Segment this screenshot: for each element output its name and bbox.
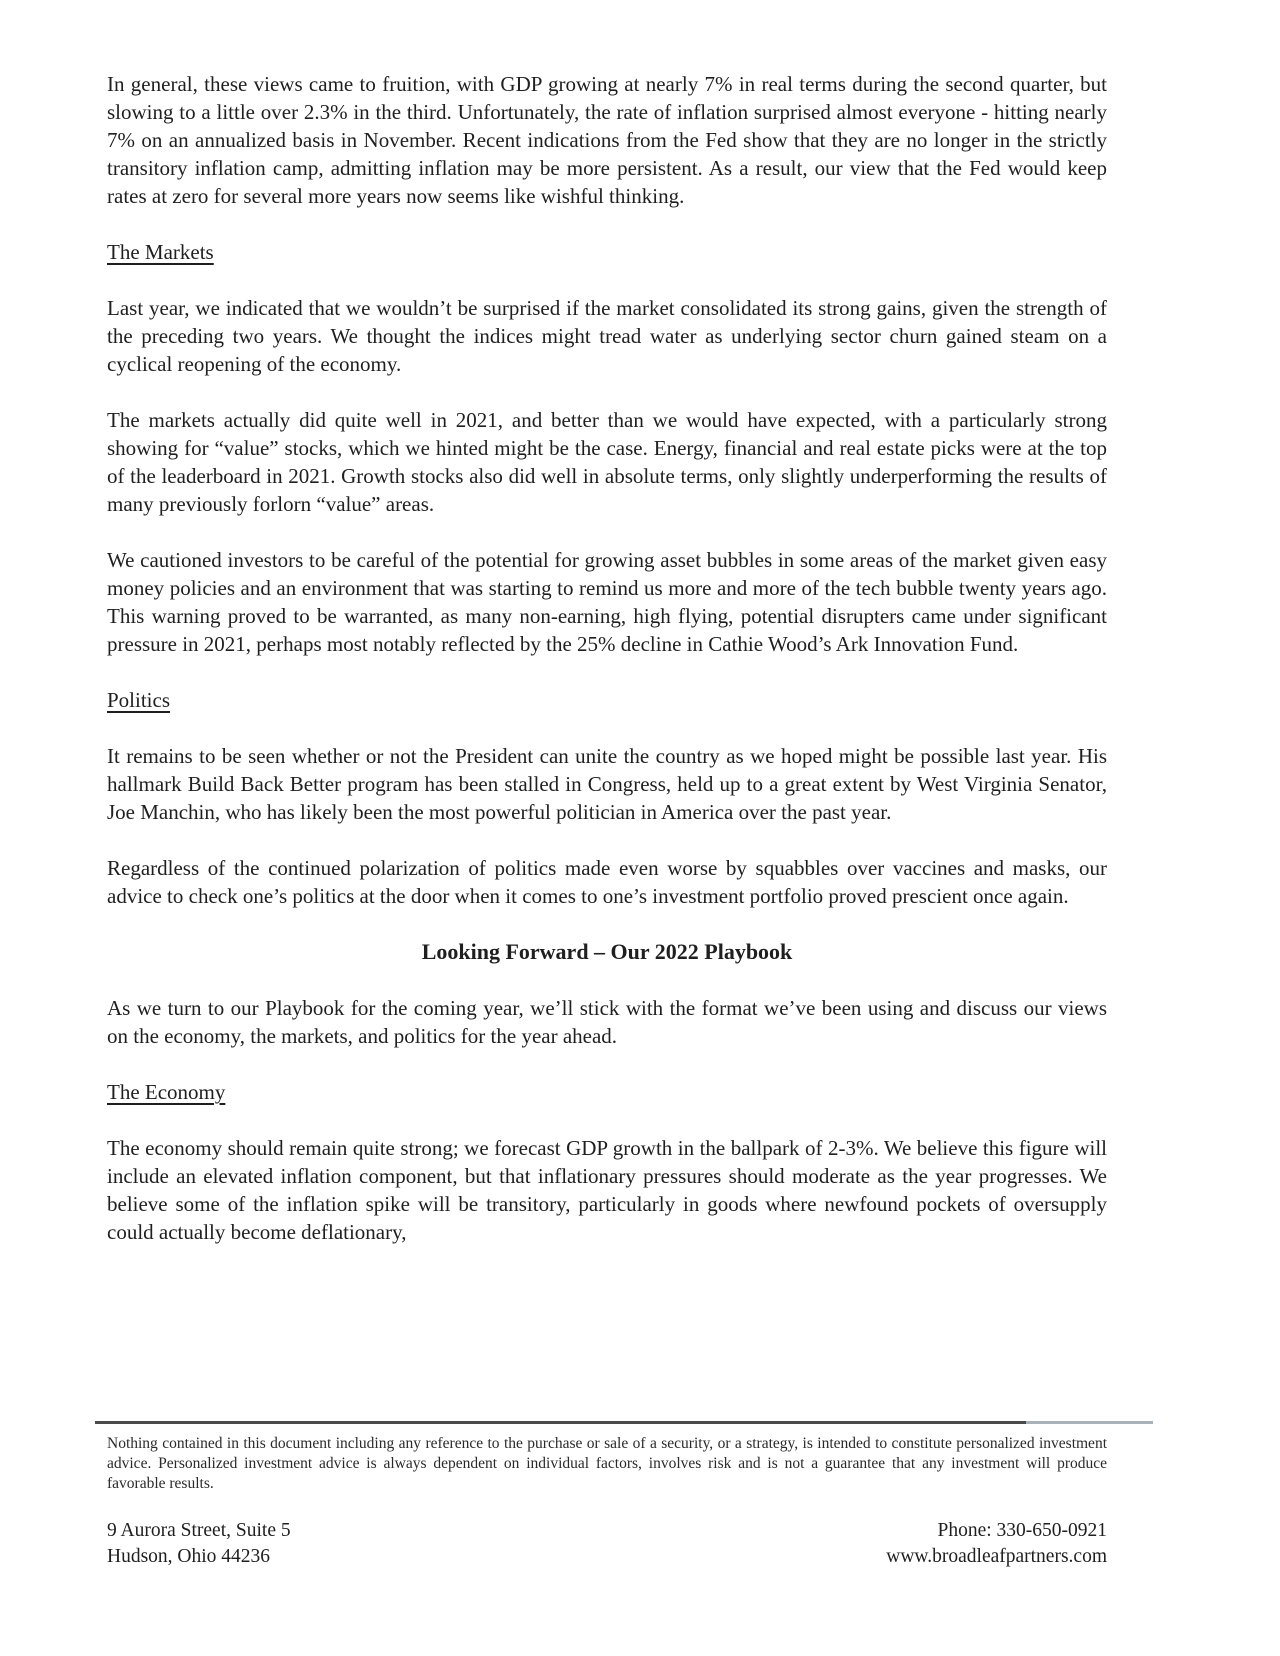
- politics-paragraph-1: It remains to be seen whether or not the President can unite the country as we hoped might be possible last year. His hallmark Build Back Better program has been stalled in Congress, held up to a great extent by West Virginia Senator, Joe Manchin, who has likely been the most powerful politician in America over the past year.: [107, 744, 1107, 824]
- footer-address-line1: 9 Aurora Street, Suite 5: [107, 1520, 291, 1541]
- footer-phone: Phone: 330-650-0921: [937, 1520, 1107, 1541]
- markets-paragraph-1: Last year, we indicated that we wouldn’t be surprised if the market consolidated its strong gains, given the strength of the preceding two years. We thought the indices might tread water as underlying sector churn gained steam on a cyclical reopening of the economy.: [107, 296, 1107, 376]
- footer-website: www.broadleafpartners.com: [886, 1546, 1107, 1567]
- footer-address-line2: Hudson, Ohio 44236: [107, 1546, 271, 1567]
- footer-contact-row: [107, 1518, 1107, 1570]
- footer-address: [107, 1518, 291, 1570]
- intro-paragraph: In general, these views came to fruition, with GDP growing at nearly 7% in real terms during the second quarter, but slowing to a little over 2.3% in the third. Unfortunately, the rate of inflation surprised almost everyone - hitting nearly 7% on an annualized basis in November. Recent indications from the Fed show that they are no longer in the strictly transitory inflation camp, admitting inflation may be more persistent. As a result, our view that the Fed would keep rates at zero for several more years now seems like wishful thinking.: [107, 72, 1107, 208]
- playbook-title: Looking Forward – Our 2022 Playbook: [421, 939, 793, 964]
- document-body: [107, 70, 1107, 1274]
- markets-paragraph-2: The markets actually did quite well in 2021, and better than we would have expected, with a particularly strong showing for “value” stocks, which we hinted might be the case. Energy, financial and real estate picks were at the top of the leaderboard in 2021. Growth stocks also did well in absolute terms, only slightly underperforming the results of many previously forlorn “value” areas.: [107, 408, 1107, 516]
- disclaimer-footnote: Nothing contained in this document including any reference to the purchase or sale of a security, or a strategy, is intended to constitute personalized investment advice. Personalized investment advice is always dependent on individual factors, involves risk and is not a guarantee that any investment will produce favorable results.: [107, 1435, 1107, 1492]
- economy-section-heading: The Economy: [107, 1080, 226, 1104]
- markets-section-heading: The Markets: [107, 240, 214, 264]
- politics-section-heading: Politics: [107, 688, 171, 712]
- footnote-separator-rule: [95, 1421, 1153, 1424]
- politics-paragraph-2: Regardless of the continued polarization of politics made even worse by squabbles over vaccines and masks, our advice to check one’s politics at the door when it comes to one’s investment portfolio proved prescient once again.: [107, 856, 1107, 908]
- page-footer: [107, 1421, 1107, 1570]
- economy-paragraph: The economy should remain quite strong; we forecast GDP growth in the ballpark of 2-3%. We believe this figure will include an elevated inflation component, but that inflationary pressures should moderate as the year progresses. We believe some of the inflation spike will be transitory, particularly in goods where newfound pockets of oversupply could actually become deflationary,: [107, 1136, 1107, 1244]
- footer-contact: [886, 1518, 1107, 1570]
- playbook-intro-paragraph: As we turn to our Playbook for the coming year, we’ll stick with the format we’ve been using and discuss our views on the economy, the markets, and politics for the year ahead.: [107, 996, 1107, 1048]
- markets-paragraph-3: We cautioned investors to be careful of the potential for growing asset bubbles in some areas of the market given easy money policies and an environment that was starting to remind us more and more of the tech bubble twenty years ago. This warning proved to be warranted, as many non-earning, high flying, potential disrupters came under significant pressure in 2021, perhaps most notably reflected by the 25% decline in Cathie Wood’s Ark Innovation Fund.: [107, 548, 1107, 656]
